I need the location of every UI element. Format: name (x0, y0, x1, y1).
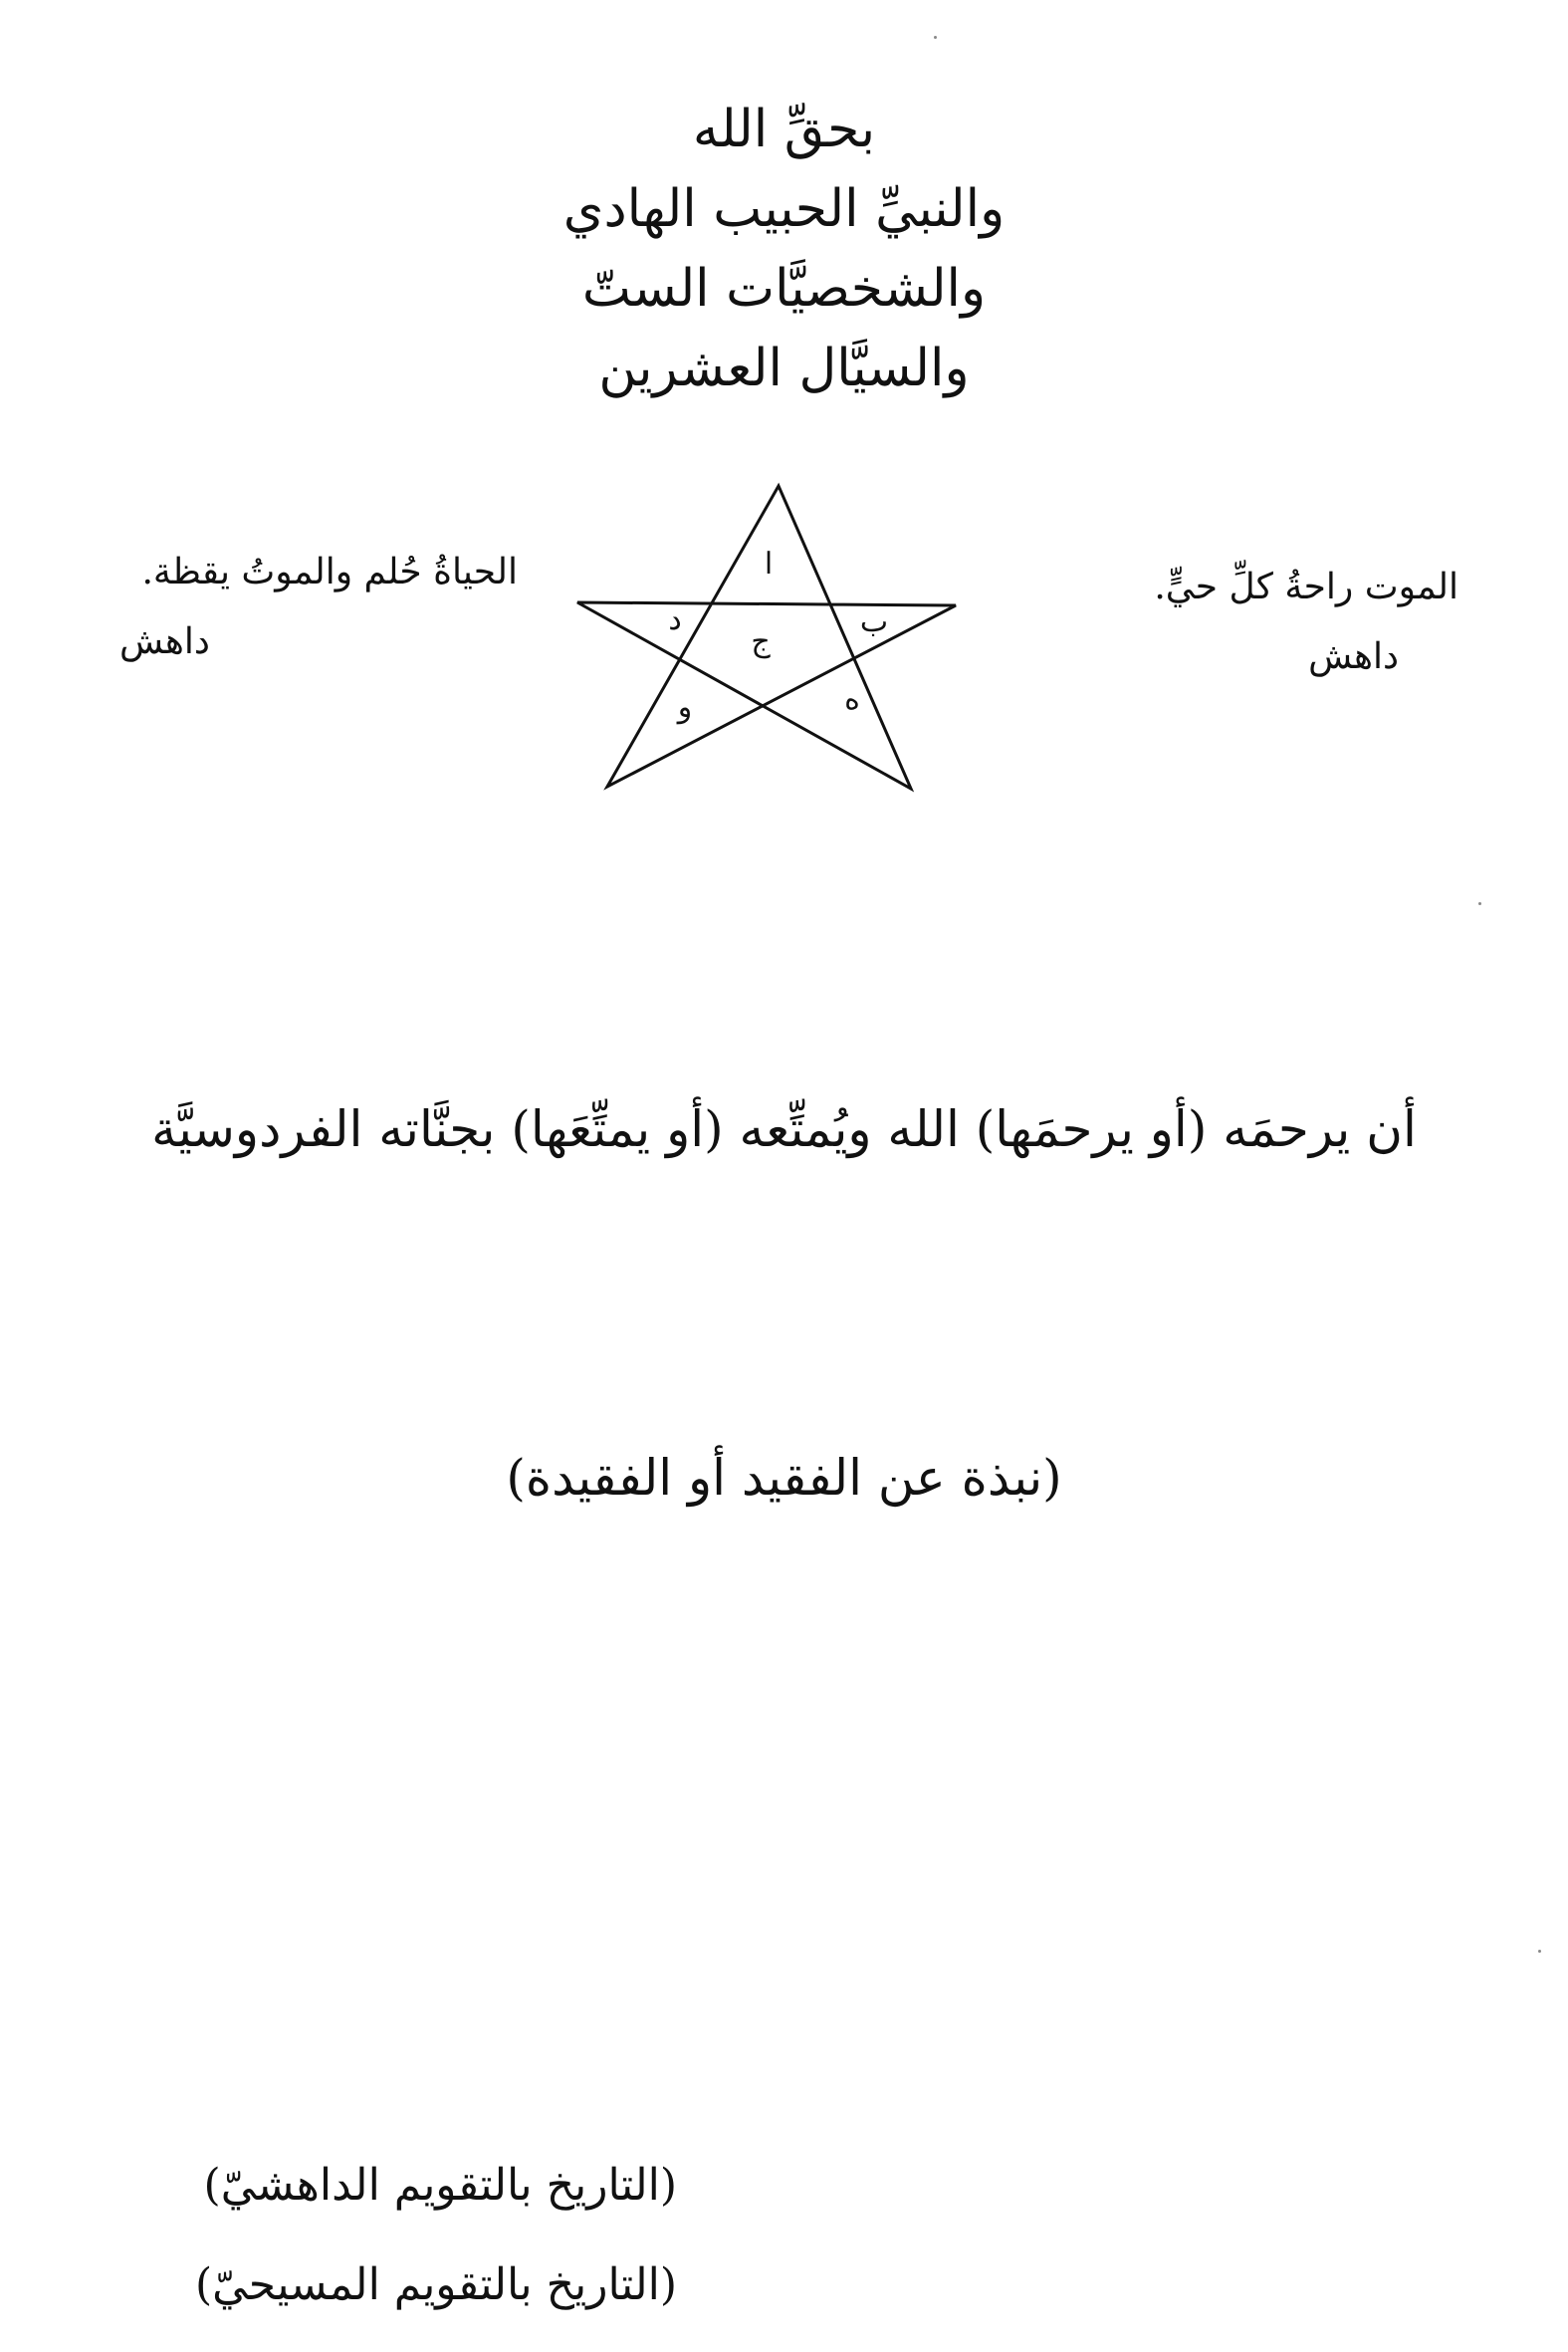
quote-left (119, 538, 518, 677)
deceased-note: (نبذة عن الفقيد أو الفقيدة) (506, 1449, 1062, 1507)
paper-speck (1538, 1950, 1541, 1953)
date-block (119, 2136, 677, 2335)
date-christian: (التاريخ بالتقويم المسيحيّ) (194, 2259, 677, 2310)
invocation-header (0, 90, 1568, 408)
star-label-bottom-left: و (677, 690, 693, 725)
date-daheshi: (التاريخ بالتقويم الداهشيّ) (203, 2160, 677, 2211)
invocation-line-4: والسيَّال العشرين (598, 339, 970, 398)
star-label-center: ج (751, 624, 771, 659)
invocation-line-3: والشخصيَّات الستّ (581, 259, 987, 319)
invocation-line-1: بحقِّ الله (692, 100, 876, 159)
paper-speck (934, 36, 937, 39)
star-label-bottom-right: ه (844, 682, 860, 717)
quote-right (1154, 553, 1458, 692)
pentagram-figure (558, 478, 976, 797)
quote-left-author: داهش (119, 621, 210, 662)
dedication-line: أن يرحمَه (أو يرحمَها) الله ويُمتِّعه (أو يمتِّعَها) بجنَّاته الفردوسيَّة (151, 1100, 1417, 1158)
star-label-left: د (668, 602, 682, 637)
invocation-line-2: والنبيِّ الحبيب الهادي (562, 179, 1006, 239)
quote-right-author: داهش (1308, 636, 1399, 677)
paper-speck (1478, 902, 1481, 905)
quote-right-text: الموت راحةُ كلِّ حيٍّ. (1154, 567, 1458, 607)
star-label-right: ب (859, 604, 889, 639)
star-label-top: ا (764, 547, 774, 582)
quote-left-text: الحياةُ حُلم والموتُ يقظة. (141, 552, 518, 592)
